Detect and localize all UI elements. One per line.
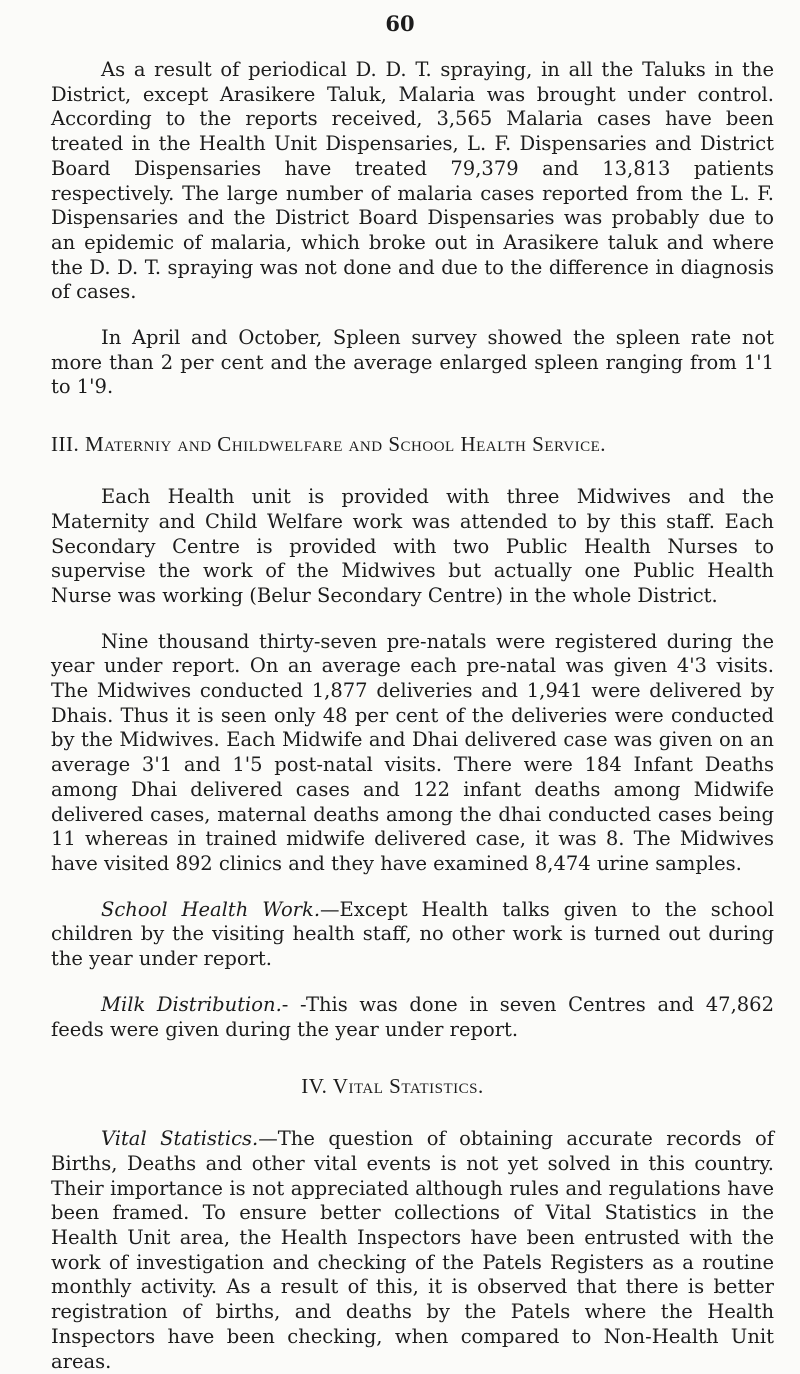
milk-distribution-text: This was done in seven Centres and 47,862 feeds were given during the year under report. xyxy=(51,992,774,1041)
milk-distribution-label: Milk Distribution. xyxy=(101,992,282,1016)
paragraph-health-unit-staff: Each Health unit is provided with three Midwives and the Maternity and Child Welfare work was attended to by this staff. Each Secondary Centre is provided with two Public Health Nurses to supervise the work of the Midwives but actually one Public Health Nurse was working (Belur Secondary Centre) in the whole District. xyxy=(51,485,774,607)
school-health-label: School Health Work. xyxy=(101,897,321,921)
vital-statistics-text: The question of obtaining accurate records of Births, Deaths and other vital events is not yet solved in this country. Their importance is not appreciated although rules and regulations have been framed. To ensure better collections of Vital Statistics in the Health Unit area, the Health Inspectors have been entrusted with the work of investigation and checking of the Patels Registers as a routine monthly activity. As a result of this, it is observed that there is better registration of births, and deaths by the Patels where the Health Inspectors have been checking, when compared to Non-Health Unit areas. xyxy=(51,1127,774,1373)
paragraph-vital-statistics xyxy=(51,1127,774,1374)
school-health-separator: — xyxy=(320,897,340,921)
page-number: 60 xyxy=(385,11,415,36)
page-content xyxy=(51,58,774,1374)
vital-statistics-separator: — xyxy=(258,1127,278,1151)
paragraph-milk-distribution xyxy=(51,993,774,1042)
section-heading-vital-statistics: IV. Vital Statistics. xyxy=(301,1074,484,1099)
school-health-text: Except Health talks given to the school children by the visiting health staff, no other work is turned out during the year under report. xyxy=(51,897,774,971)
paragraph-prenatal-stats: Nine thousand thirty-seven pre-natals were registered during the year under report. On an average each pre-natal was given 4'3 visits. The Midwives conducted 1,877 deliveries and 1,941 were delivered by Dhais. Thus it is seen only 48 per cent of the deliveries were conducted by the Midwives. Each Midwife and Dhai delivered case was given on an average 3'1 and 1'5 post-natal visits. There were 184 Infant Deaths among Dhai delivered cases and 122 infant deaths among Midwife delivered cases, maternal deaths among the dhai conducted cases being 11 whereas in trained midwife delivered case, it was 8. The Midwives have visited 892 clinics and they have examined 8,474 urine samples. xyxy=(51,629,774,875)
paragraph-malaria-control: As a result of periodical D. D. T. spraying, in all the Taluks in the District, except Arasikere Taluk, Malaria was brought under control. According to the reports received, 3,565 Malaria cases have been treated in the Health Unit Dispensaries, L. F. Dispensaries and District Board Dispensaries have treated 79,379 and 13,813 patients respectively. The large number of malaria cases reported from the L. F. Dispensaries and the District Board Dispensaries was probably due to an epidemic of malaria, which broke out in Arasikere taluk and where the D. D. T. spraying was not done and due to the difference in diagnosis of cases. xyxy=(51,58,774,304)
paragraph-spleen-survey: In April and October, Spleen survey showed the spleen rate not more than 2 per cent and the average enlarged spleen ranging from 1'1 to 1'9. xyxy=(51,326,774,399)
vital-statistics-label: Vital Statistics. xyxy=(101,1127,259,1151)
paragraph-school-health xyxy=(51,898,774,972)
section-heading-maternity: III. Materniy and Childwelfare and School Health Service. xyxy=(51,432,607,457)
milk-distribution-separator: - - xyxy=(281,992,306,1016)
